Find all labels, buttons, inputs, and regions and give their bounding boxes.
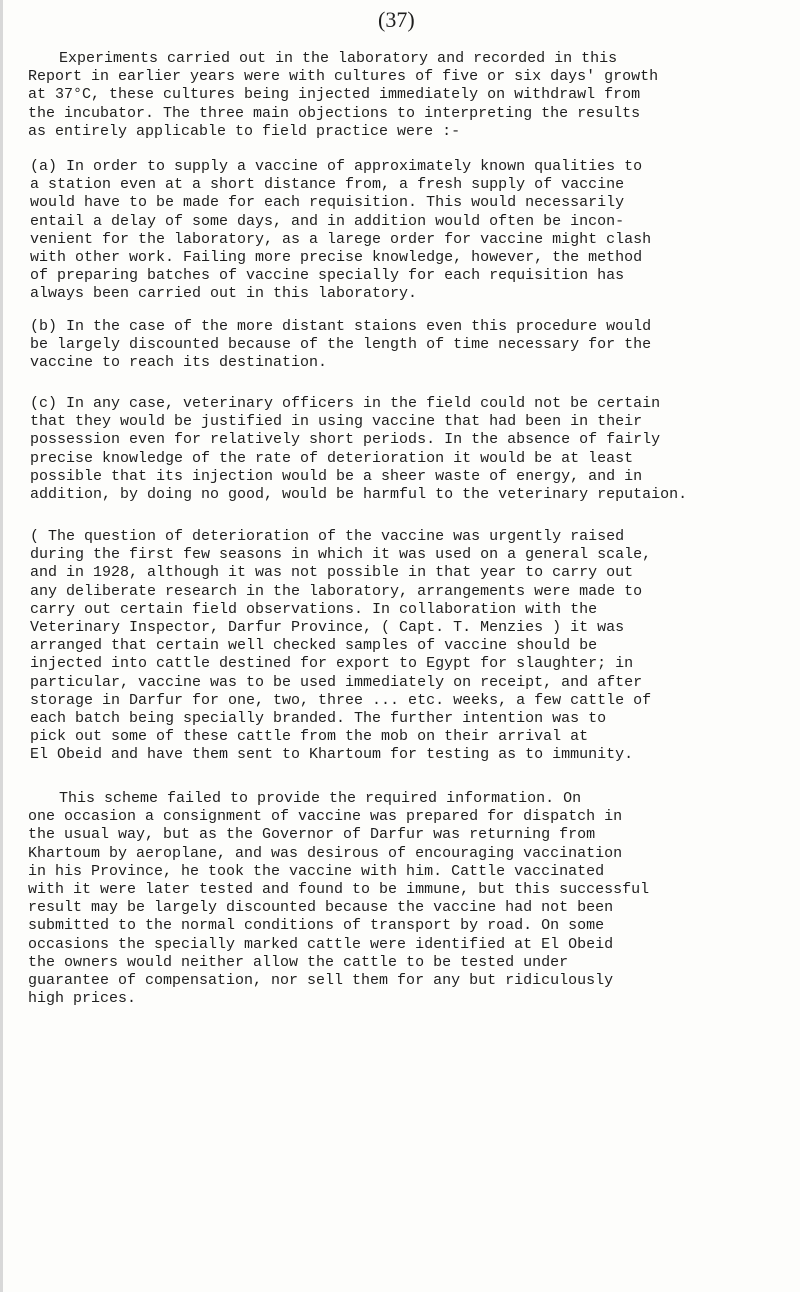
text-line: (c) In any case, veterinary officers in the field could not be certain [30,395,661,412]
text-line: arranged that certain well checked samples of vaccine should be [30,637,598,655]
text-line: Veterinary Inspector, Darfur Province, ( Capt. T. Menzies ) it was [30,618,625,636]
text-line: guarantee of compensation, nor sell them for any but ridiculously [28,971,614,989]
text-line: possible that its injection would be a sheer waste of energy, and in [30,467,643,485]
paragraph-b [0,318,800,373]
page-number: (37) [378,7,415,32]
paragraph-a [0,158,800,304]
text-line: the usual way, but as the Governor of Darfur was returning from [28,826,596,844]
paragraph-question [0,528,800,764]
text-line: be largely discounted because of the length of time necessary for the [30,336,652,354]
text-line: precise knowledge of the rate of deterioration it would be at least [30,449,634,467]
text-line: the owners would neither allow the cattle to be tested under [28,953,569,971]
text-line: one occasion a consignment of vaccine was prepared for dispatch in [28,808,623,826]
text-line: that they would be justified in using vaccine that had been in their [30,413,643,431]
text-line: particular, vaccine was to be used immediately on receipt, and after [30,673,643,691]
text-line: always been carried out in this laboratory. [30,285,418,303]
text-line: Experiments carried out in the laboratory and recorded in this [59,50,618,67]
text-line: submitted to the normal conditions of transport by road. On some [28,917,605,935]
paragraph-c [0,395,800,504]
text-line: with it were later tested and found to be immune, but this successful [28,880,650,898]
text-line: injected into cattle destined for export to Egypt for slaughter; in [30,655,634,673]
text-line: Khartoum by aeroplane, and was desirous of encouraging vaccination [28,844,623,862]
text-line: carry out certain field observations. In collaboration with the [30,600,598,618]
text-line: during the first few seasons in which it was used on a general scale, [30,546,652,564]
text-line: at 37°C, these cultures being injected immediately on withdrawl from [28,86,641,104]
text-line: any deliberate research in the laboratory, arrangements were made to [30,582,643,600]
text-line: and in 1928, although it was not possible in that year to carry out [30,564,634,582]
text-line: occasions the specially marked cattle were identified at El Obeid [28,935,614,953]
text-line: a station even at a short distance from, a fresh supply of vaccine [30,176,625,194]
text-line: (a) In order to supply a vaccine of approximately known qualities to [30,158,643,175]
text-line: El Obeid and have them sent to Khartoum for testing as to immunity. [30,746,634,764]
text-line: possession even for relatively short periods. In the absence of fairly [30,431,661,449]
text-line: of preparing batches of vaccine specially for each requisition has [30,267,625,285]
text-line: entail a delay of some days, and in addition would often be incon- [30,212,625,230]
paragraph-intro [0,50,800,141]
text-line: storage in Darfur for one, two, three ... etc. weeks, a few cattle of [30,691,652,709]
text-line: Report in earlier years were with cultures of five or six days' growth [28,68,659,86]
text-line: as entirely applicable to field practice were :- [28,122,461,140]
text-line: in his Province, he took the vaccine with him. Cattle vaccinated [28,862,605,880]
text-line: vaccine to reach its destination. [30,354,328,372]
text-line: pick out some of these cattle from the mob on their arrival at [30,728,589,746]
text-line: ( The question of deterioration of the vaccine was urgently raised [30,528,625,545]
paragraph-scheme [0,790,800,1008]
text-line: addition, by doing no good, would be harmful to the veterinary reputaion. [30,485,688,503]
text-line: This scheme failed to provide the required information. On [59,790,582,807]
text-line: venient for the laboratory, as a larege order for vaccine might clash [30,230,652,248]
text-line: would have to be made for each requisition. This would necessarily [30,194,625,212]
text-line: result may be largely discounted because the vaccine had not been [28,899,614,917]
text-line: each batch being specially branded. The further intention was to [30,709,607,727]
text-line: the incubator. The three main objections to interpreting the results [28,104,641,122]
text-line: with other work. Failing more precise knowledge, however, the method [30,248,643,266]
text-line: high prices. [28,990,137,1008]
text-line: (b) In the case of the more distant staions even this procedure would [30,318,652,335]
